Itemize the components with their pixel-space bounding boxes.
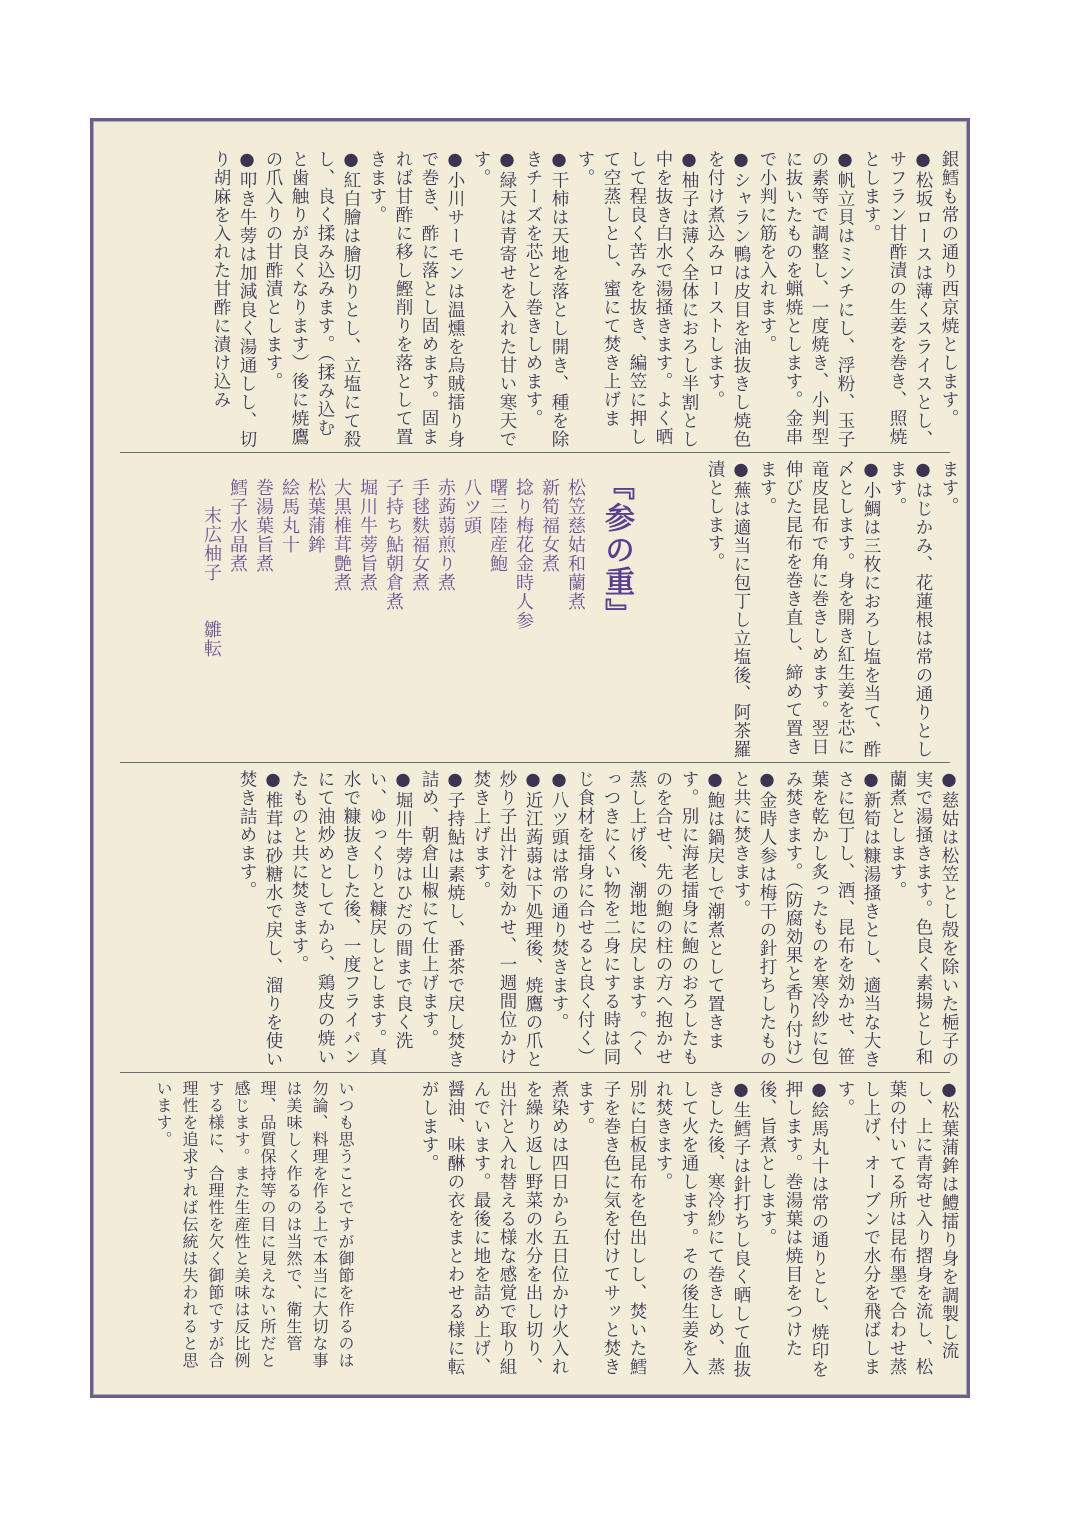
band-divider-2	[120, 762, 950, 763]
paragraph: ます。	[939, 460, 959, 516]
menu-item: 末広柚子 雛転	[201, 506, 222, 658]
paragraph: ●椎茸は砂糖水で戻し、溜りを使い焚き詰めます。	[237, 770, 283, 1069]
menu-item: 巻湯葉旨煮	[253, 478, 274, 573]
paragraph: ●蕪は適当に包丁し立塩後、阿茶羅漬とします。	[705, 460, 751, 759]
paragraph: 別に白板昆布を色出しし、焚いた鱈子を巻き色に気を付けてサッと焚きます。	[575, 1080, 647, 1376]
menu-item: 捻り梅花金時人参	[513, 478, 534, 630]
text-band-4	[419, 1080, 962, 1380]
paragraph: ●絵馬丸十は常の通りとし、焼印を押します。巻湯葉は焼目をつけた後、旨煮とします。	[757, 1080, 829, 1379]
paragraph: ●松坂ロースは薄くスライスとし、サフラン甘酢漬の生姜を巻き、照焼とします。	[861, 150, 933, 449]
paragraph: ●干柿は天地を落とし開き、種を除きチーズを芯とし巻きしめます。	[523, 150, 569, 449]
band-divider-3	[120, 1072, 950, 1073]
paragraph: ●小鯛は三枚におろし塩を当て、酢〆とします。身を開き紅生姜を芯に竜皮昆布で角に巻きしめます。翌日伸びた昆布を巻き直し、締めて置きます。	[757, 460, 881, 759]
paragraph: ●はじかみ、花蓮根は常の通りとします。	[887, 460, 933, 759]
paragraph: ●慈姑は松笠とし殻を除いた梔子の実で湯掻きます。色良く素揚とし和蘭煮とします。	[887, 770, 959, 1069]
menu-item: 大黒椎茸艶煮	[331, 478, 352, 592]
paragraph: ●帆立貝はミンチにし、浮粉、玉子の素等で調整し、一度焼き、小判型に抜いたものを蝋焼とします。金串で小判に筋を入れます。	[757, 150, 855, 449]
paragraph: ●紅白膾は膾切りとし、立塩にて殺し、良く揉み込みます。（揉み込むと歯触りが良くなります）後に焼鷹の爪入りの甘酢漬とします。	[263, 150, 361, 449]
paragraph: ●鮑は鍋戻しで潮煮として置きます。別に海老擂身に鮑のおろしたものを合せ、先の鮑の柱の方へ抱かせ蒸し上げ後、潮地に戻します。（くっつきにくい物を二身にする時は同じ食材を擂身に合せると良く付く）	[575, 770, 725, 1066]
paragraph: ●緑天は青寄せを入れた甘い寒天です。	[471, 150, 517, 449]
paragraph: 銀鱈も常の通り西京焼とします。	[939, 150, 959, 428]
menu-item: 松葉蒲鉾	[305, 478, 326, 554]
text-band-1	[122, 150, 962, 450]
text-band-2	[662, 460, 962, 760]
menu-title: 『参の重』	[599, 470, 634, 630]
menu-item: 堀川牛蒡旨煮	[357, 478, 378, 592]
paragraph: ●柚子は薄く全体におろし半割とし中を抜き白水で湯掻きます。よく晒して程良く苦みを抜き、編笠に押して空蒸しとし、蜜にて焚き上げます。	[575, 150, 699, 449]
paragraph: ●シャラン鴨は皮目を油抜きし焼色を付け煮込みローストします。	[705, 150, 751, 449]
paragraph: ●堀川牛蒡はひだの間まで良く洗い、ゆっくりと糠戻しとします。真水で糠抜きした後、一度フライパンにて油炒めとしてから、鶏皮の焼いたものと共に焚きます。	[289, 770, 413, 1066]
paragraph: ●近江蒟蒻は下処理後、焼鷹の爪と炒り子出汁を効かせ、一週間位かけ焚き上げます。	[471, 770, 543, 1069]
menu-list	[148, 478, 588, 758]
menu-item: 手毬麩福女煮	[409, 478, 430, 592]
band-divider-1	[120, 452, 950, 453]
menu-item: 絵馬丸十	[279, 478, 300, 554]
paragraph: 煮染めは四日から五日位かけ火入れを繰り返し野菜の水分を出し切り、出汁と入れ替える様な感覚で取り組んでいます。最後に地を詰め上げ、醤油、味醂の衣をまとわせる様に転がします。	[419, 1080, 569, 1376]
text-band-3	[122, 770, 962, 1076]
paragraph: ●八ツ頭は常の通り焚きます。	[549, 770, 569, 1032]
paragraph: ●子持鮎は素焼し、番茶で戻し焚き詰め、朝倉山椒にて仕上げます。	[419, 770, 465, 1069]
menu-item: 赤蒟蒻煎り煮	[435, 478, 456, 592]
paragraph: ●小川サーモンは温燻を烏賊擂り身で巻き、酢に落とし固めます。固まれば甘酢に移し鰹削りを落として置きます。	[367, 150, 465, 449]
menu-item: 曙三陸産鮑	[487, 478, 508, 573]
menu-item: 八ツ頭	[461, 478, 482, 535]
paragraph: ●松葉蒲鉾は鱧擂り身を調製し流し、上に青寄せ入り摺身を流し、松葉の付いてる所は昆布墨で合わせ蒸し上げ、オーブンで水分を飛ばします。	[835, 1080, 959, 1376]
menu-item: 子持ち鮎朝倉煮	[383, 478, 404, 611]
menu-item: 鱈子水晶煮	[227, 478, 248, 573]
afterword-text: いつも思うことですが御節を作るのは勿論、料理を作る上で本当に大切な事は美味しく作るのは当然で、衛生管理、品質保持等の目に見えない所だと感じます。また生産性と美味は反比例する様に、合理性を欠く御節ですが合理性を追求すれば伝統は失われると思います。	[154, 1080, 355, 1369]
menu-item: 松笠慈姑和蘭煮	[565, 478, 586, 611]
paragraph: ●叩き牛蒡は加減良く湯通しし、切り胡麻を入れた甘酢に漬け込み	[211, 150, 257, 449]
paragraph: ●新筍は糠湯掻きとし、適当な大きさに包丁し、酒、昆布を効かせ、笹葉を乾かし炙ったものを寒冷紗に包み焚きます。（防腐効果と香り付け）	[783, 770, 881, 1076]
paragraph: ●金時人参は梅干の針打ちしたものと共に焚きます。	[731, 770, 777, 1069]
afterword	[118, 1080, 358, 1380]
menu-item: 新筍福女煮	[539, 478, 560, 573]
paragraph: ●生鱈子は針打ちし良く晒して血抜きした後、寒冷紗にて巻きしめ、蒸して火を通します。その後生姜を入れ焚きます。	[653, 1080, 751, 1379]
